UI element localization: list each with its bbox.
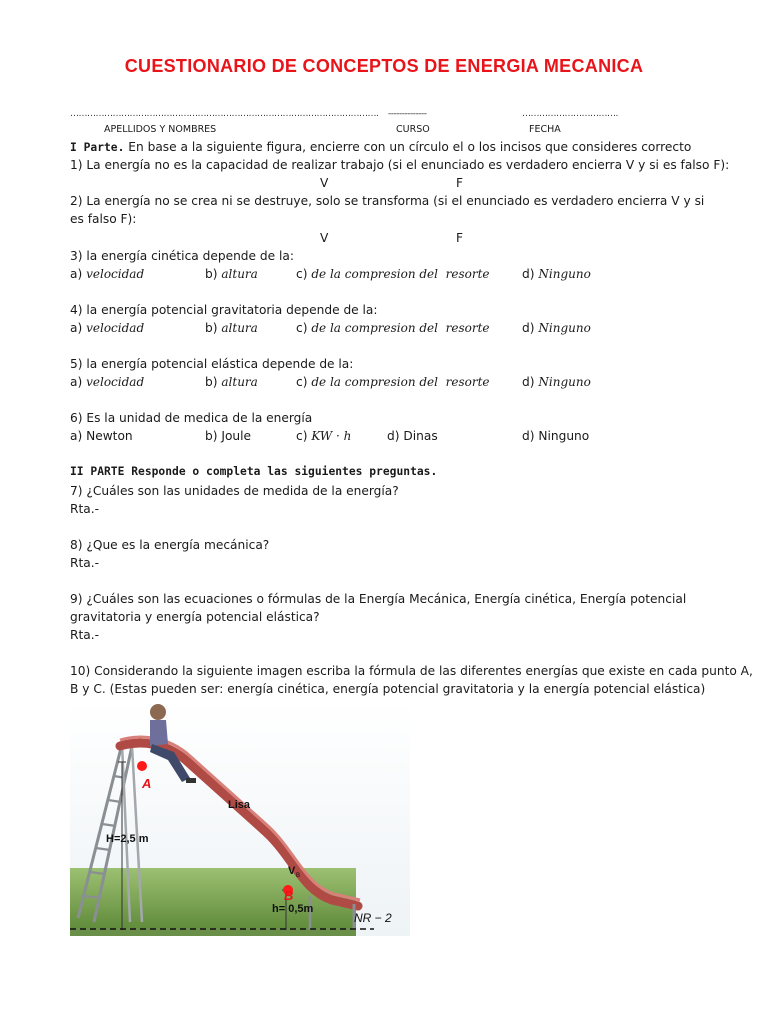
q5-option-a[interactable] [70,373,144,391]
q4-text: 4) la energía potencial gravitatoria depende de la: [70,303,378,317]
q7-text: 7) ¿Cuáles son las unidades de medida de la energía? [70,484,399,498]
q4-b-prefix: b) [205,321,218,335]
q4-c-prefix: c) [296,321,308,335]
page-title: CUESTIONARIO DE CONCEPTOS DE ENERGIA MECANICA [124,56,644,76]
q3-c-value: de la compresion del resorte [311,267,490,281]
q8-text: 8) ¿Que es la energía mecánica? [70,538,270,552]
velocity-label: V [288,865,296,877]
q4-d-prefix: d) [522,321,535,335]
q3-d-prefix: d) [522,267,535,281]
date-blank-line[interactable]: ……………………………. [522,109,618,119]
point-a-label: A [142,776,152,791]
q5-option-b[interactable] [205,373,258,391]
q6-option-e[interactable]: d) Ninguno [522,429,590,443]
grass-ground [70,868,356,930]
q1-text: 1) La energía no es la capacidad de realizar trabajo (si el enunciado es verdadero encierra V y si es falso F): [70,158,730,172]
q1-option-v[interactable]: V [320,176,329,190]
q3-a-value: velocidad [86,267,145,281]
course-blank-line[interactable]: -------------- [388,109,427,119]
q3-c-prefix: c) [296,267,308,281]
date-label: FECHA [529,124,561,135]
surface-label: Lisa [228,799,251,811]
q6-option-c[interactable] [296,427,351,445]
q2-option-v[interactable]: V [320,231,329,245]
q5-d-prefix: d) [522,375,535,389]
q10-text-line1: 10) Considerando la siguiente imagen escriba la fórmula de las diferentes energías que existe en cada punto A, [70,664,753,678]
q3-option-b[interactable] [205,265,258,283]
q9-answer[interactable]: Rta.- [70,628,99,642]
q5-a-prefix: a) [70,375,83,389]
q5-b-prefix: b) [205,375,218,389]
q5-c-value: de la compresion del resorte [311,375,490,389]
q6-option-d[interactable]: d) Dinas [387,429,438,443]
q8-answer[interactable]: Rta.- [70,556,99,570]
q3-option-d[interactable] [522,265,591,283]
q5-option-d[interactable] [522,373,591,391]
part1-heading-line [70,138,691,157]
q10-text-line2: B y C. (Estas pueden ser: energía cinética, energía potencial gravitatoria y la energía potencial elástica) [70,682,706,696]
q6-option-a[interactable]: a) Newton [70,429,133,443]
q5-d-value: Ninguno [538,375,591,389]
q4-c-value: de la compresion del resorte [311,321,490,335]
q1-option-f[interactable]: F [456,176,464,190]
q5-b-value: altura [221,375,258,389]
q5-option-c[interactable] [296,373,490,391]
q4-option-a[interactable] [70,319,144,337]
q2-text: 2) La energía no se crea ni se destruye, solo se transforma (si el enunciado es verdadero encierra V y si es falso F): [70,194,705,226]
q6-c-prefix: c) [296,429,308,443]
q6-c-value: KW · h [311,429,352,443]
q6-option-b[interactable]: b) Joule [205,429,252,443]
q4-a-prefix: a) [70,321,83,335]
q5-c-prefix: c) [296,375,308,389]
q7-answer[interactable]: Rta.- [70,502,99,516]
q9-text-line1: 9) ¿Cuáles son las ecuaciones o fórmulas de la Energía Mecánica, Energía cinética, Energía potencial [70,592,687,606]
q9-text-line2: gravitatoria y energía potencial elástica? [70,610,320,624]
part1-instructions: En base a la siguiente figura, encierre con un círculo el o los incisos que consideres correcto [128,140,692,154]
q4-option-c[interactable] [296,319,490,337]
names-label: APELLIDOS Y NOMBRES [104,124,217,135]
q3-option-c[interactable] [296,265,490,283]
q4-a-value: velocidad [86,321,145,335]
q3-text: 3) la energía cinética depende de la: [70,249,294,263]
q6-text: 6) Es la unidad de medica de la energía [70,411,313,425]
q3-b-prefix: b) [205,267,218,281]
course-label: CURSO [396,124,430,135]
q3-b-value: altura [221,267,258,281]
q5-a-value: velocidad [86,375,145,389]
velocity-subscript: B [296,873,301,879]
part2-heading: II PARTE Responde o completa las siguientes preguntas. [70,465,438,478]
reference-label: NR − 2 [354,911,392,925]
q4-b-value: altura [221,321,258,335]
q2-option-f[interactable]: F [456,231,464,245]
q4-option-b[interactable] [205,319,258,337]
slide-figure [70,700,410,936]
q3-a-prefix: a) [70,267,83,281]
q3-d-value: Ninguno [538,267,591,281]
part1-heading: I Parte. [70,141,125,154]
q3-option-a[interactable] [70,265,144,283]
q4-d-value: Ninguno [538,321,591,335]
q5-text: 5) la energía potencial elástica depende de la: [70,357,354,371]
height-small-label: h= 0,5m [272,903,314,915]
names-blank-line[interactable]: ………………………………………………………………………………………………. [70,109,379,119]
height-big-label: H=2,5 m [106,833,149,845]
point-b-label: B [284,888,294,903]
point-a-marker [137,761,147,771]
q4-option-d[interactable] [522,319,591,337]
